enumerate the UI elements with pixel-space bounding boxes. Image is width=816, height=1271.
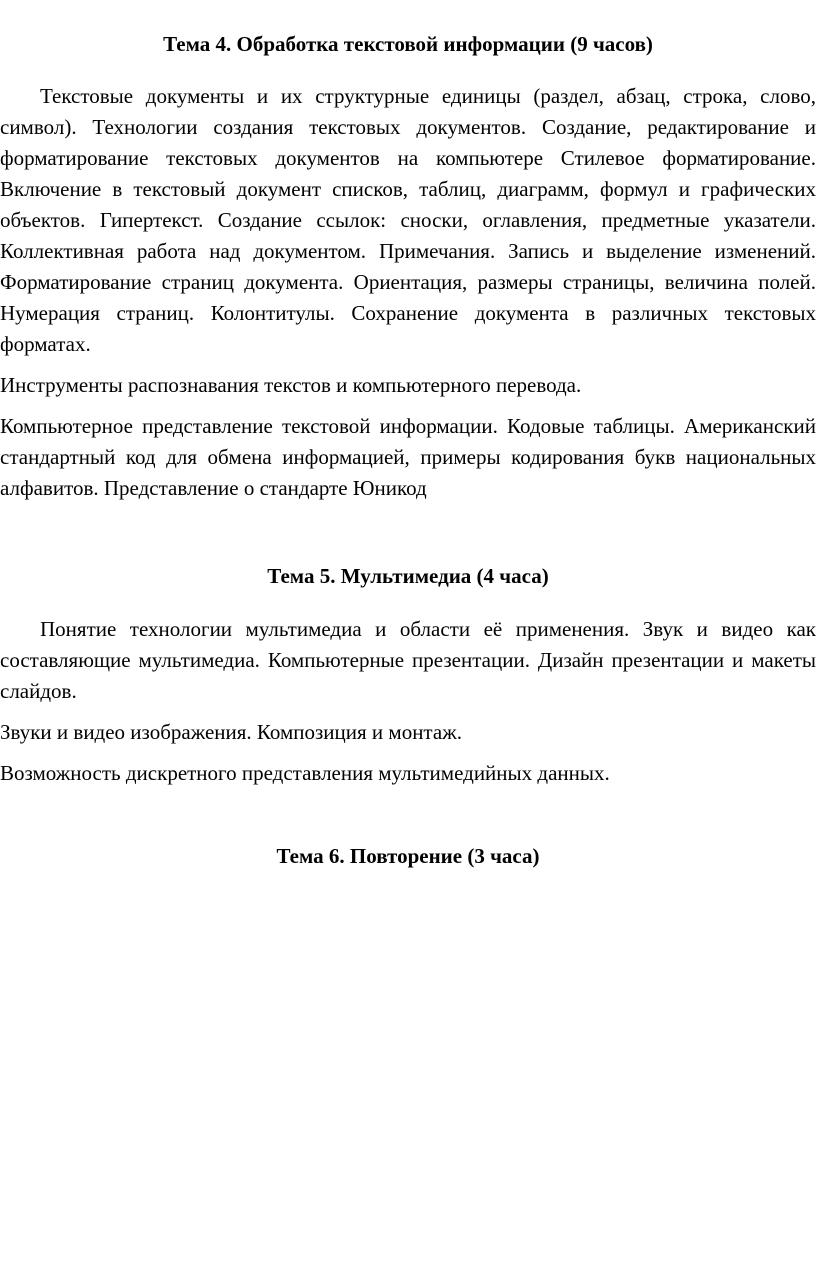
topic-4-paragraph-2: Инструменты распознавания текстов и компьютерного перевода. bbox=[0, 373, 582, 397]
topic-4-heading: Тема 4. Обработка текстовой информации (9 часов) bbox=[163, 32, 653, 56]
topic-4-paragraph-1: Текстовые документы и их структурные единицы (раздел, абзац, строка, слово, символ). Технологии создания текстовых документов. Создание, редактирование и форматирование текстовых документов на компьютере Стилевое форматирование. Включение в текстовый документ списков, таблиц, диаграмм, формул и графических объектов. Гипертекст. Создание ссылок: сноски, оглавления, предметные указатели. Коллективная работа над документом. Примечания. Запись и выделение изменений. Форматирование страниц документа. Ориентация, размеры страницы, величина полей. Нумерация страниц. Колонтитулы. Сохранение документа в различных текстовых форматах. bbox=[0, 84, 816, 356]
topic-5-heading: Тема 5. Мультимедиа (4 часа) bbox=[267, 564, 549, 588]
topic-4-paragraph-3: Компьютерное представление текстовой информации. Кодовые таблицы. Американский стандартный код для обмена информацией, примеры кодирования букв национальных алфавитов. Представление о стандарте Юникод bbox=[0, 414, 816, 500]
topic-5-paragraph-2: Звуки и видео изображения. Композиция и монтаж. bbox=[0, 720, 462, 744]
topic-5-paragraph-3: Возможность дискретного представления мультимедийных данных. bbox=[0, 761, 610, 785]
topic-5-paragraph-1: Понятие технологии мультимедиа и области её применения. Звук и видео как составляющие мультимедиа. Компьютерные презентации. Дизайн презентации и макеты слайдов. bbox=[0, 617, 816, 703]
topic-6-heading: Тема 6. Повторение (3 часа) bbox=[276, 844, 540, 868]
